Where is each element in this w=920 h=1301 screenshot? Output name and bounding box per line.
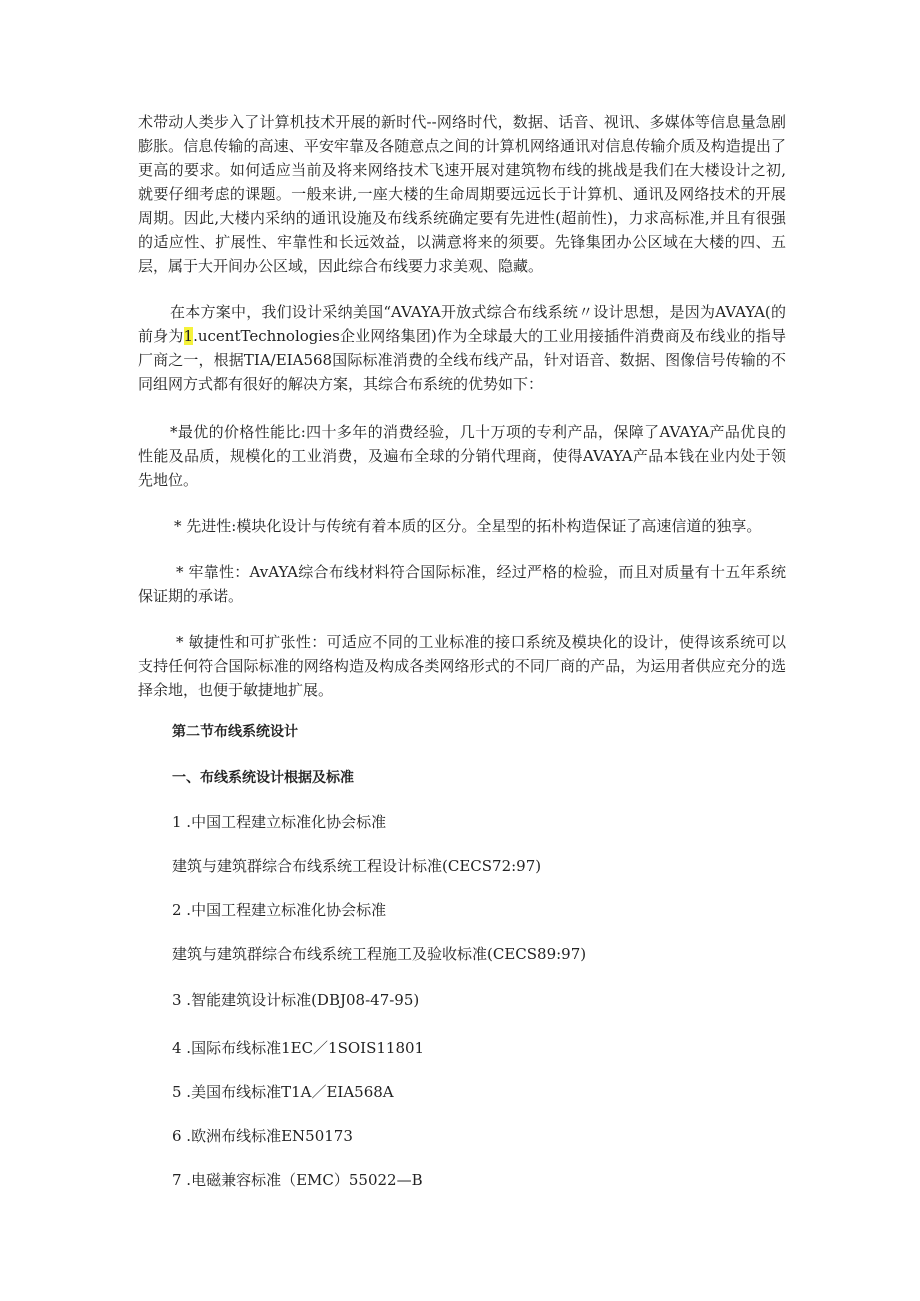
list-item-detail: 建筑与建筑群综合布线系统工程设计标准(CECS72:97) (172, 857, 542, 875)
list-item: 2 .中国工程建立标准化协会标准 (172, 901, 387, 919)
list-item: 3 .智能建筑设计标准(DBJ08-47-95) (172, 991, 420, 1009)
intro-paragraph: 术带动人类步入了计算机技术开展的新时代--网络时代，数据、话音、视讯、多媒体等信息量急剧膨胀。信息传输的高速、平安牢靠及各随意点之间的计算机网络通讯对信息传输介质及构造提出了更高的要求。如何适应当前及将来网络技术飞速开展对建筑物布线的挑战是我们在大楼设计之初,就要仔细考虑的课题。一般来讲,一座大楼的生命周期要远远长于计算机、通讯及网络技术的开展周期。因此,大楼内采纳的通讯设施及布线系统确定要有先进性(超前性)，力求高标准,并且有很强的适应性、扩展性、牢靠性和长远效益，以满意将来的须要。先锋集团办公区域在大楼的四、五层，属于大开间办公区域，因此综合布线要力求美观、隐藏。 (138, 113, 786, 275)
solution-paragraph (138, 300, 786, 396)
subsection-heading: 一、布线系统设计根据及标准 (172, 770, 354, 786)
flexibility-paragraph: * 敏捷性和可扩张性：可适应不同的工业标准的接口系统及模块化的设计，使得该系统可以支持任何符合国际标准的网络构造及构成各类网络形式的不同厂商的产品，为运用者供应充分的选择余地，也便于敏捷地扩展。 (138, 633, 786, 699)
list-item: 1 .中国工程建立标准化协会标准 (172, 813, 387, 831)
list-item: 6 .欧洲布线标准EN50173 (172, 1127, 353, 1145)
solution-text-start: 在本方案中，我们设计采纳美国“AVAYA开放式综合布线系统〃设计思想，是因为AVAYA(的前身为 (138, 303, 786, 345)
reliability-paragraph: * 牢靠性：AvAYA综合布线材料符合国际标准，经过严格的检验，而且对质量有十五年系统保证期的承诺。 (138, 563, 786, 605)
list-item: 4 .国际布线标准1EC／1SOIS11801 (172, 1039, 425, 1057)
section-heading: 第二节布线系统设计 (172, 724, 298, 740)
list-item: 5 .美国布线标准T1A／EIA568A (172, 1083, 394, 1101)
solution-text-end: .ucentTechnologies企业网络集团)作为全球最大的工业用接插件消费商及布线业的指导厂商之一，根据TIA/EIA568国际标准消费的全线布线产品，针对语音、数据、图像信号传输的不同组网方式都有很好的解决方案，其综合布系统的优势如下： (138, 327, 786, 393)
list-item-detail: 建筑与建筑群综合布线系统工程施工及验收标准(CECS89:97) (172, 945, 587, 963)
advanced-paragraph: * 先进性:模块化设计与传统有着本质的区分。全星型的拓朴构造保证了高速信道的独享。 (174, 517, 762, 535)
list-item: 7 .电磁兼容标准（EMC）55022—B (172, 1171, 423, 1189)
highlighted-character: 1 (183, 327, 194, 345)
price-performance-paragraph: *最优的价格性能比:四十多年的消费经验，几十万项的专利产品，保障了AVAYA产品优良的性能及品质，规模化的工业消费，及遍布全球的分销代理商，使得AVAYA产品本钱在业内处于领先地位。 (138, 423, 786, 489)
